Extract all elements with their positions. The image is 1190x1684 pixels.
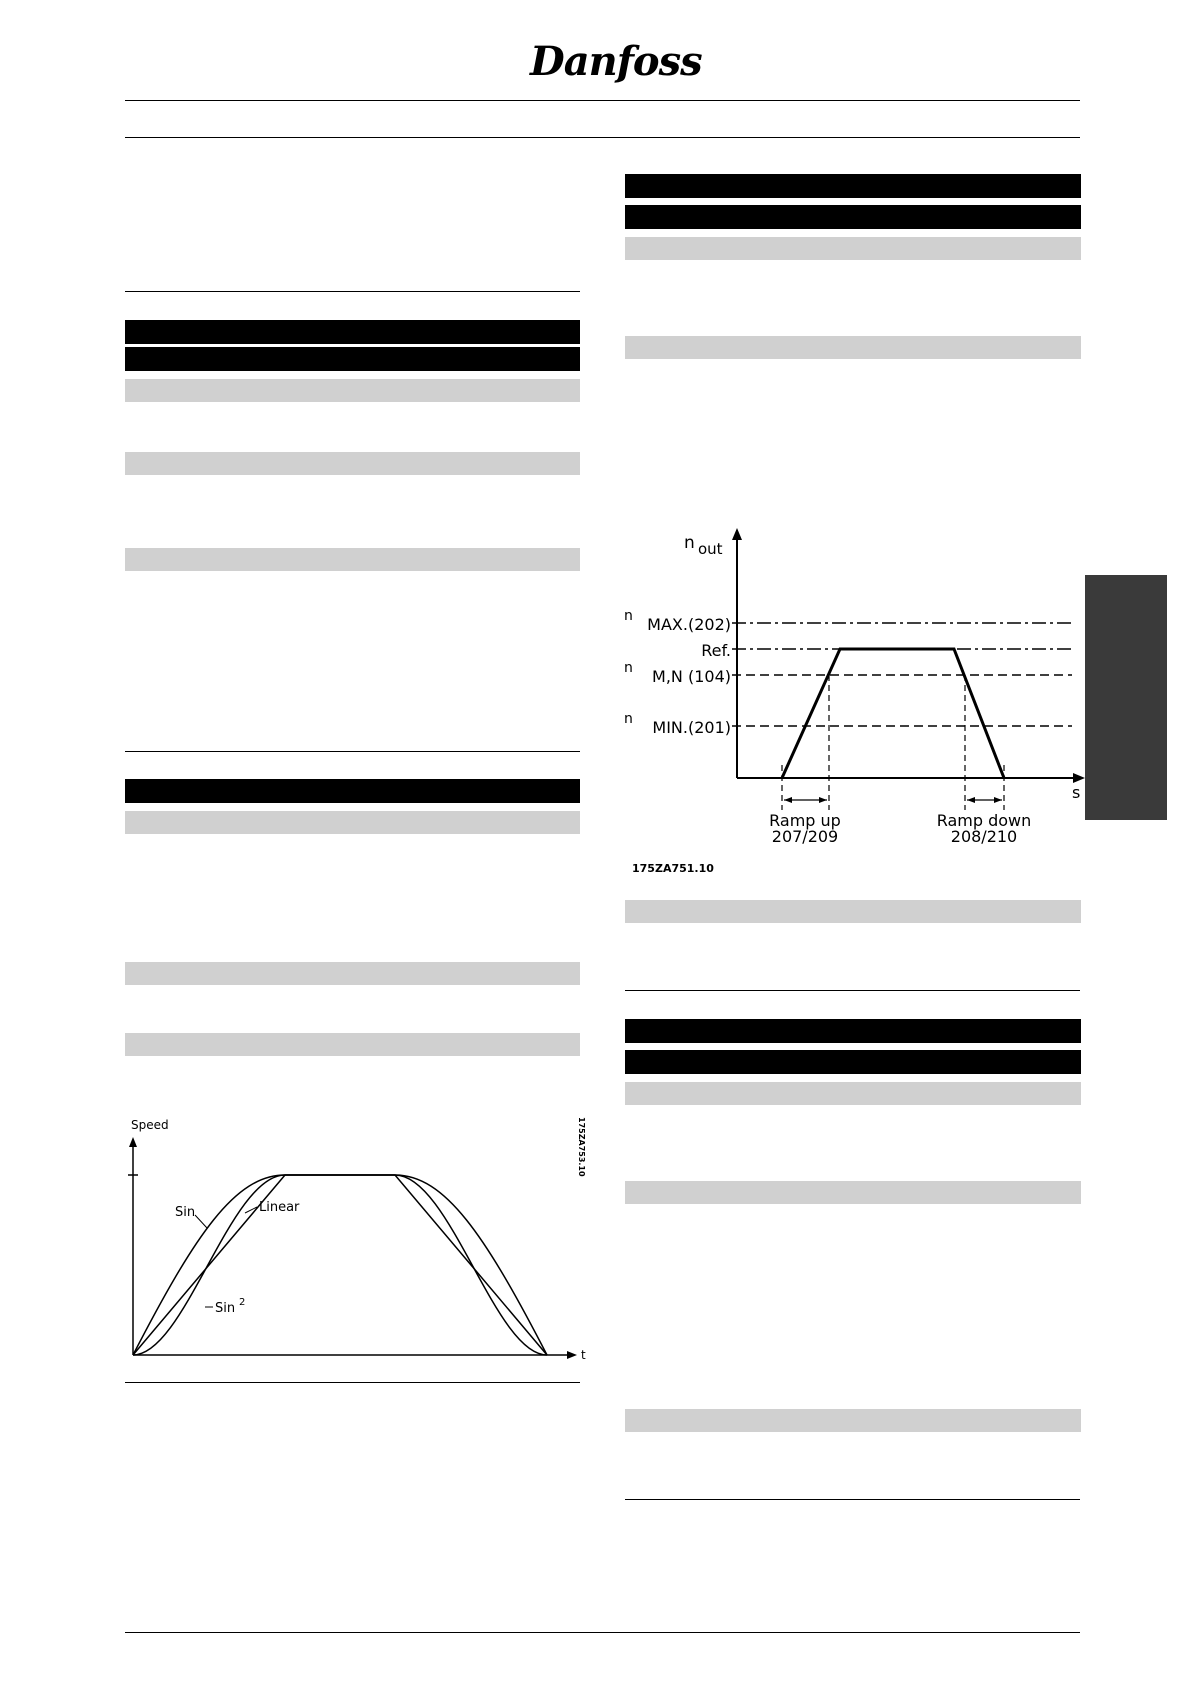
level-prefix-max: n — [624, 608, 633, 624]
ramp-diagram — [622, 520, 1092, 890]
level-prefix-mn: n — [624, 660, 633, 676]
function-bar — [625, 336, 1081, 359]
logo-text: Danfoss — [530, 38, 702, 85]
function-bar — [125, 962, 580, 985]
parameter-header-bar — [125, 320, 580, 344]
y-axis-label-sub: out — [698, 540, 723, 558]
parameter-name-bar — [625, 1050, 1081, 1074]
speed-curve-chart — [125, 1115, 595, 1365]
parameter-header-bar — [625, 174, 1081, 198]
parameter-header-bar — [625, 1019, 1081, 1043]
linear-curve-label: Linear — [259, 1200, 300, 1215]
y-axis-label: n — [684, 533, 695, 553]
description-bar — [125, 1033, 580, 1056]
figure-code: 175ZA751.10 — [632, 862, 714, 875]
header-rule-bottom — [125, 137, 1080, 138]
x-axis-label: s — [1072, 783, 1081, 802]
value-bar — [625, 237, 1081, 260]
level-label-mn: M,N (104) — [652, 667, 731, 686]
function-bar — [625, 1181, 1081, 1204]
description-bar — [625, 1409, 1081, 1432]
ramp-up-label: Ramp up — [769, 811, 841, 830]
section-divider — [125, 291, 580, 292]
parameter-name-bar — [125, 347, 580, 371]
section-divider — [625, 990, 1080, 991]
section-divider — [125, 1382, 580, 1383]
sin-curve-label: Sin — [175, 1205, 196, 1220]
danfoss-logo — [530, 38, 702, 94]
section-divider — [625, 1499, 1080, 1500]
figure-code: 175ZA753.10 — [577, 1117, 586, 1177]
level-label-min: MIN.(201) — [652, 718, 731, 737]
parameter-name-bar — [625, 205, 1081, 229]
header-rule-top — [125, 100, 1080, 101]
chapter-side-tab — [1085, 575, 1167, 820]
description-bar — [625, 900, 1081, 923]
x-axis-label: t — [581, 1348, 586, 1362]
level-label-ref: Ref. — [701, 641, 731, 660]
parameter-header-bar — [125, 779, 580, 803]
y-axis-label: Speed — [131, 1118, 169, 1132]
ramp-up-params: 207/209 — [771, 827, 839, 846]
section-divider — [125, 751, 580, 752]
sin2-curve-label: Sin — [215, 1301, 236, 1316]
description-bar — [125, 548, 580, 571]
value-bar — [125, 811, 580, 834]
ramp-down-label: Ramp down — [936, 811, 1032, 830]
level-label-max: MAX.(202) — [647, 615, 731, 634]
sin2-curve-label-superscript: 2 — [239, 1297, 246, 1308]
ramp-down-params: 208/210 — [950, 827, 1018, 846]
level-prefix-min: n — [624, 711, 633, 727]
footer-rule — [125, 1632, 1080, 1633]
function-bar — [125, 452, 580, 475]
value-bar — [625, 1082, 1081, 1105]
value-bar — [125, 379, 580, 402]
